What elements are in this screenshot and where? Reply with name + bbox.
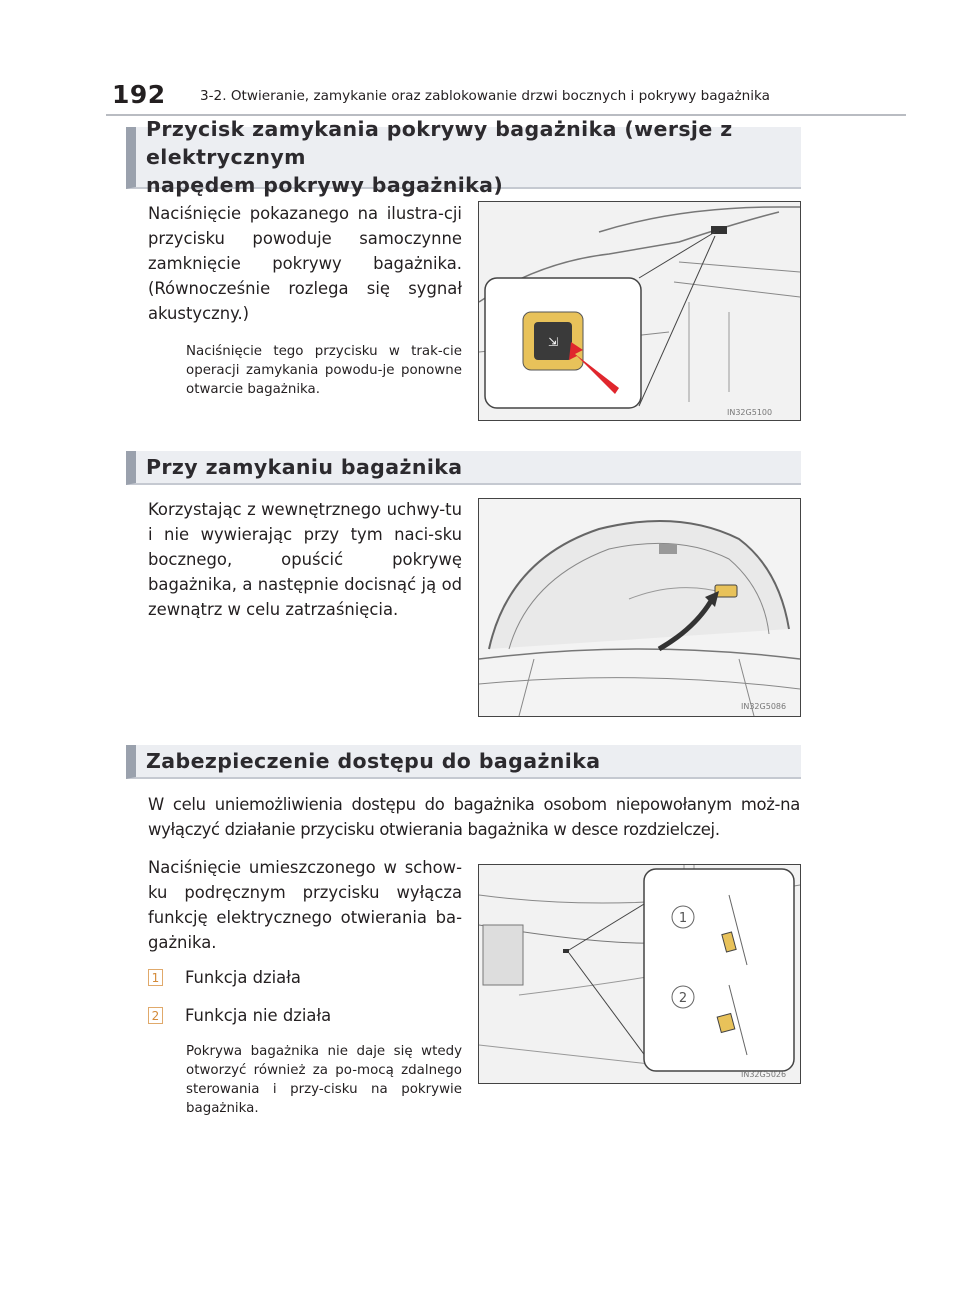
- section2-paragraph: Korzystając z wewnętrznego uchwy-tu i nie wywierając przy tym naci-sku bocznego, opuścić pokrywę bagażnika, a następnie docisnąć ją od zewnątrz w celu zatrzaśnięcia.: [148, 500, 462, 619]
- svg-text:2: 2: [678, 991, 688, 1006]
- number-badge: 1: [148, 969, 163, 986]
- section3-paragraph: Naciśnięcie umieszczonego w schow-ku podręcznym przycisku wyłącza funkcję elektrycznego otwierania ba-gażnika.: [148, 858, 462, 952]
- figure-code-1: IN32G5100: [727, 408, 773, 417]
- section3-note: Pokrywa bagażnika nie daje się wtedy otworzyć również za po-mocą zdalnego sterowania i przy-cisku na pokrywie bagażnika.: [186, 1044, 462, 1116]
- list-item-label: Funkcja nie działa: [185, 1006, 332, 1025]
- svg-text:⇲: ⇲: [547, 335, 559, 349]
- section-heading-text: Przy zamykaniu bagażnika: [146, 455, 463, 479]
- list-item-1: [148, 965, 301, 990]
- running-header: 3-2. Otwieranie, zamykanie oraz zablokowanie drzwi bocznych i pokrywy bagażnika: [200, 88, 770, 104]
- trunk-close-button-illustration: [478, 201, 801, 421]
- trunk-lid-illustration: [478, 498, 801, 717]
- trunk-lid-drawing: [479, 499, 800, 716]
- page-number: 192: [112, 80, 166, 109]
- list-item-label: Funkcja działa: [185, 968, 301, 987]
- glovebox-switch-illustration: [478, 864, 801, 1084]
- figure-code-3: IN32G5026: [741, 1070, 787, 1079]
- section3-intro: W celu uniemożliwienia dostępu do bagażnika osobom niepowołanym moż-na wyłączyć działanie przycisku otwierania bagażnika w desce rozdzielczej.: [148, 795, 800, 839]
- section1-note: Naciśnięcie tego przycisku w trak-cie operacji zamykania powodu-je ponowne otwarcie bagażnika.: [186, 344, 462, 397]
- section-heading-line2: napędem pokrywy bagażnika): [146, 173, 504, 197]
- svg-text:1: 1: [678, 911, 688, 926]
- number-badge: 2: [148, 1007, 163, 1024]
- section-heading-text: Zabezpieczenie dostępu do bagażnika: [146, 749, 601, 773]
- glovebox-switch-drawing: [479, 865, 800, 1083]
- section-heading-trunk-close-button: [126, 117, 801, 197]
- section-heading-trunk-security: [126, 745, 801, 779]
- section-heading-line1: Przycisk zamykania pokrywy bagażnika (wersje z elektrycznym: [146, 117, 733, 169]
- figure-code-2: IN32G5086: [741, 702, 787, 711]
- trunk-close-button-drawing: [479, 202, 800, 420]
- list-item-2: [148, 1003, 331, 1028]
- section-heading-closing-trunk: [126, 451, 801, 485]
- section1-paragraph: Naciśnięcie pokazanego na ilustra-cji przycisku powoduje samoczynne zamknięcie pokrywy bagażnika. (Równocześnie rozlega się sygnał akustyczny.): [148, 204, 462, 323]
